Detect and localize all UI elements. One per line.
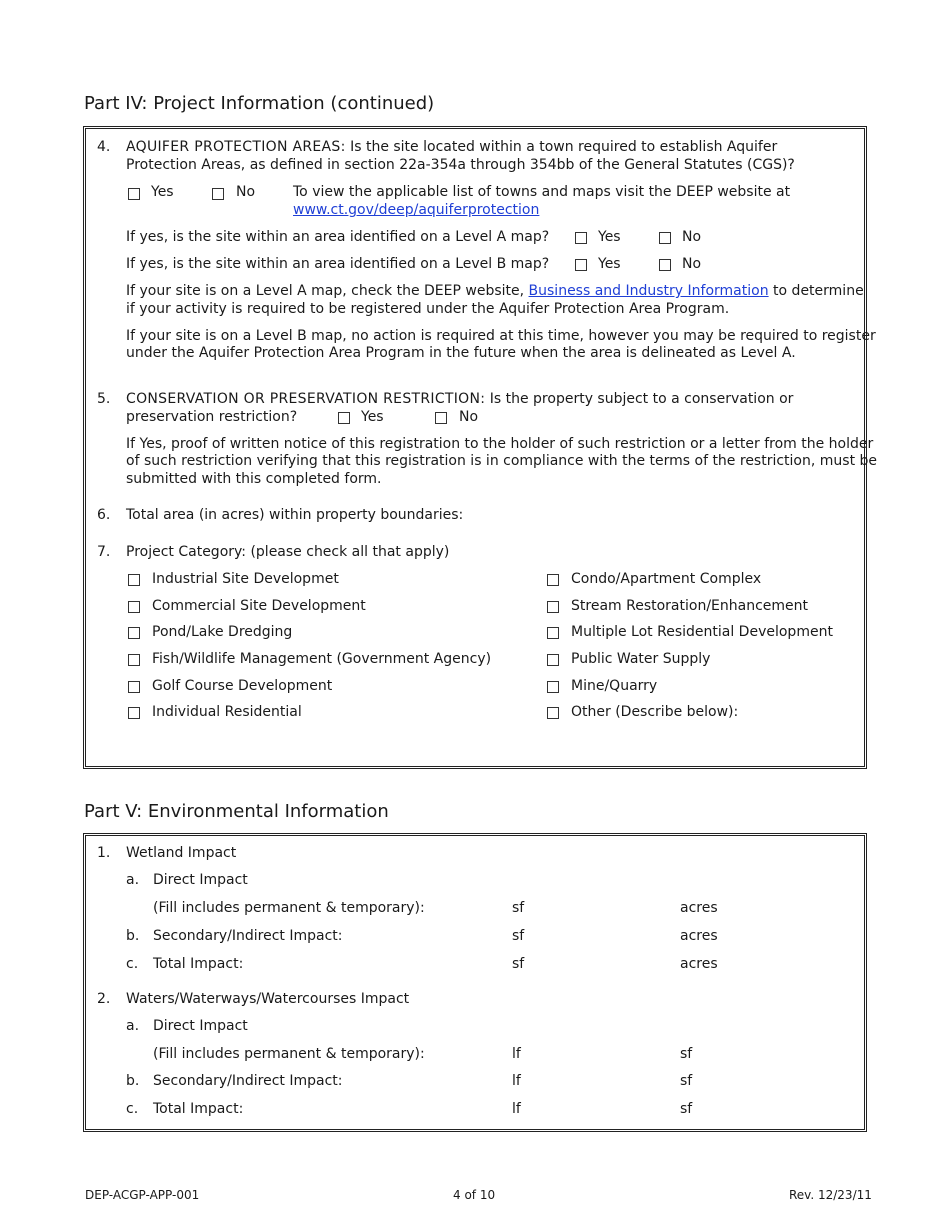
category-checkbox[interactable] xyxy=(128,654,140,666)
waters-number: 2. xyxy=(97,991,111,1007)
category-label: Pond/Lake Dredging xyxy=(152,624,293,640)
waters-total-label: Total Impact: xyxy=(153,1101,244,1117)
footer-form-id: DEP-ACGP-APP-001 xyxy=(85,1188,200,1202)
q5-para-2: of such restriction verifying that this registration is in compliance with the terms of the restriction, must be xyxy=(126,453,878,469)
category-label: Stream Restoration/Enhancement xyxy=(571,598,809,614)
level-b-no-label: No xyxy=(682,256,702,272)
wetland-secondary-unit-sf: sf xyxy=(512,928,525,944)
waters-total-unit-sf: sf xyxy=(680,1101,693,1117)
level-a-yes-label: Yes xyxy=(598,229,621,245)
wetland-secondary-unit-acres: acres xyxy=(680,928,718,944)
category-label: Condo/Apartment Complex xyxy=(571,571,762,587)
category-label: Industrial Site Developmet xyxy=(152,571,339,587)
category-label: Multiple Lot Residential Development xyxy=(571,624,833,640)
category-label: Public Water Supply xyxy=(571,651,711,667)
q7-number: 7. xyxy=(97,544,111,560)
category-checkbox[interactable] xyxy=(128,681,140,693)
level-b-para-1: If your site is on a Level B map, no action is required at this time, however you may be required to register xyxy=(126,328,876,344)
q4-yes-checkbox[interactable] xyxy=(128,188,140,200)
wetland-c-letter: c. xyxy=(126,956,139,972)
waters-direct-unit-sf: sf xyxy=(680,1046,693,1062)
q5-text-1: Is the property subject to a conservation or xyxy=(489,391,794,407)
wetland-a-letter: a. xyxy=(126,872,140,888)
category-label: Mine/Quarry xyxy=(571,678,658,694)
q5-no-checkbox[interactable] xyxy=(435,412,447,424)
category-checkbox[interactable] xyxy=(547,707,559,719)
wetland-direct-unit-sf: sf xyxy=(512,900,525,916)
waters-secondary-unit-lf: lf xyxy=(512,1073,521,1089)
q4-text-1: Is the site located within a town required to establish Aquifer xyxy=(350,139,778,155)
wetland-b-letter: b. xyxy=(126,928,140,944)
level-b-yes-checkbox[interactable] xyxy=(575,259,587,271)
level-a-para-1-end: to determine xyxy=(773,283,864,299)
wetland-secondary-label: Secondary/Indirect Impact: xyxy=(153,928,343,944)
q5-text-2: preservation restriction? xyxy=(126,409,298,425)
category-label: Individual Residential xyxy=(152,704,302,720)
q4-number: 4. xyxy=(97,139,111,155)
q7-heading: Project Category: xyxy=(126,544,246,560)
q5-number: 5. xyxy=(97,391,111,407)
waters-secondary-unit-sf: sf xyxy=(680,1073,693,1089)
q4-no-label: No xyxy=(236,184,256,200)
wetland-title: Wetland Impact xyxy=(126,845,237,861)
wetland-total-label: Total Impact: xyxy=(153,956,244,972)
q5-no-label: No xyxy=(459,409,479,425)
q4-heading: AQUIFER PROTECTION AREAS: xyxy=(126,139,346,155)
wetland-fill-label: (Fill includes permanent & temporary): xyxy=(153,900,425,916)
q7-note: (please check all that apply) xyxy=(250,544,450,560)
category-label: Golf Course Development xyxy=(152,678,333,694)
q5-yes-checkbox[interactable] xyxy=(338,412,350,424)
category-label: Commercial Site Development xyxy=(152,598,366,614)
waters-secondary-label: Secondary/Indirect Impact: xyxy=(153,1073,343,1089)
wetland-total-unit-sf: sf xyxy=(512,956,525,972)
waters-fill-label: (Fill includes permanent & temporary): xyxy=(153,1046,425,1062)
q5-para-1: If Yes, proof of written notice of this registration to the holder of such restriction or a letter from the holder xyxy=(126,436,874,452)
waters-direct-label: Direct Impact xyxy=(153,1018,248,1034)
wetland-direct-unit-acres: acres xyxy=(680,900,718,916)
aquifer-protection-link[interactable]: www.ct.gov/deep/aquiferprotection xyxy=(293,202,540,218)
wetland-number: 1. xyxy=(97,845,111,861)
q6-number: 6. xyxy=(97,507,111,523)
wetland-direct-label: Direct Impact xyxy=(153,872,248,888)
waters-a-letter: a. xyxy=(126,1018,140,1034)
category-checkbox[interactable] xyxy=(128,574,140,586)
waters-b-letter: b. xyxy=(126,1073,140,1089)
q4-view-text: To view the applicable list of towns and maps visit the DEEP website at xyxy=(293,184,791,200)
waters-c-letter: c. xyxy=(126,1101,139,1117)
q4-text-2: Protection Areas, as defined in section 22a-354a through 354bb of the General Statutes (CGS)? xyxy=(126,157,795,173)
wetland-total-unit-acres: acres xyxy=(680,956,718,972)
level-a-yes-checkbox[interactable] xyxy=(575,232,587,244)
q5-heading: CONSERVATION OR PRESERVATION RESTRICTION: xyxy=(126,391,486,407)
level-b-yes-label: Yes xyxy=(598,256,621,272)
waters-title: Waters/Waterways/Watercourses Impact xyxy=(126,991,410,1007)
level-b-no-checkbox[interactable] xyxy=(659,259,671,271)
waters-direct-unit-lf: lf xyxy=(512,1046,521,1062)
category-checkbox[interactable] xyxy=(547,681,559,693)
category-checkbox[interactable] xyxy=(547,574,559,586)
q4-yes-label: Yes xyxy=(151,184,174,200)
level-a-no-checkbox[interactable] xyxy=(659,232,671,244)
category-checkbox[interactable] xyxy=(547,654,559,666)
waters-total-unit-lf: lf xyxy=(512,1101,521,1117)
footer-revision: Rev. 12/23/11 xyxy=(789,1188,872,1202)
level-b-question: If yes, is the site within an area identified on a Level B map? xyxy=(126,256,550,272)
category-label: Other (Describe below): xyxy=(571,704,739,720)
part5-title: Part V: Environmental Information xyxy=(84,801,389,822)
category-checkbox[interactable] xyxy=(128,601,140,613)
level-a-no-label: No xyxy=(682,229,702,245)
category-checkbox[interactable] xyxy=(128,627,140,639)
category-checkbox[interactable] xyxy=(547,627,559,639)
q5-para-3: submitted with this completed form. xyxy=(126,471,382,487)
q4-no-checkbox[interactable] xyxy=(212,188,224,200)
business-industry-link[interactable]: Business and Industry Information xyxy=(528,283,769,299)
category-checkbox[interactable] xyxy=(547,601,559,613)
q6-text: Total area (in acres) within property boundaries: xyxy=(126,507,464,523)
level-b-para-2: under the Aquifer Protection Area Program in the future when the area is delineated as Level A. xyxy=(126,345,796,361)
level-a-para-2: if your activity is required to be registered under the Aquifer Protection Area Program. xyxy=(126,301,730,317)
level-a-question: If yes, is the site within an area identified on a Level A map? xyxy=(126,229,550,245)
category-checkbox[interactable] xyxy=(128,707,140,719)
level-a-para-1: If your site is on a Level A map, check the DEEP website, xyxy=(126,283,525,299)
part4-title: Part IV: Project Information (continued) xyxy=(84,93,435,114)
q5-yes-label: Yes xyxy=(361,409,384,425)
footer-page-number: 4 of 10 xyxy=(453,1188,496,1202)
category-label: Fish/Wildlife Management (Government Agency) xyxy=(152,651,492,667)
